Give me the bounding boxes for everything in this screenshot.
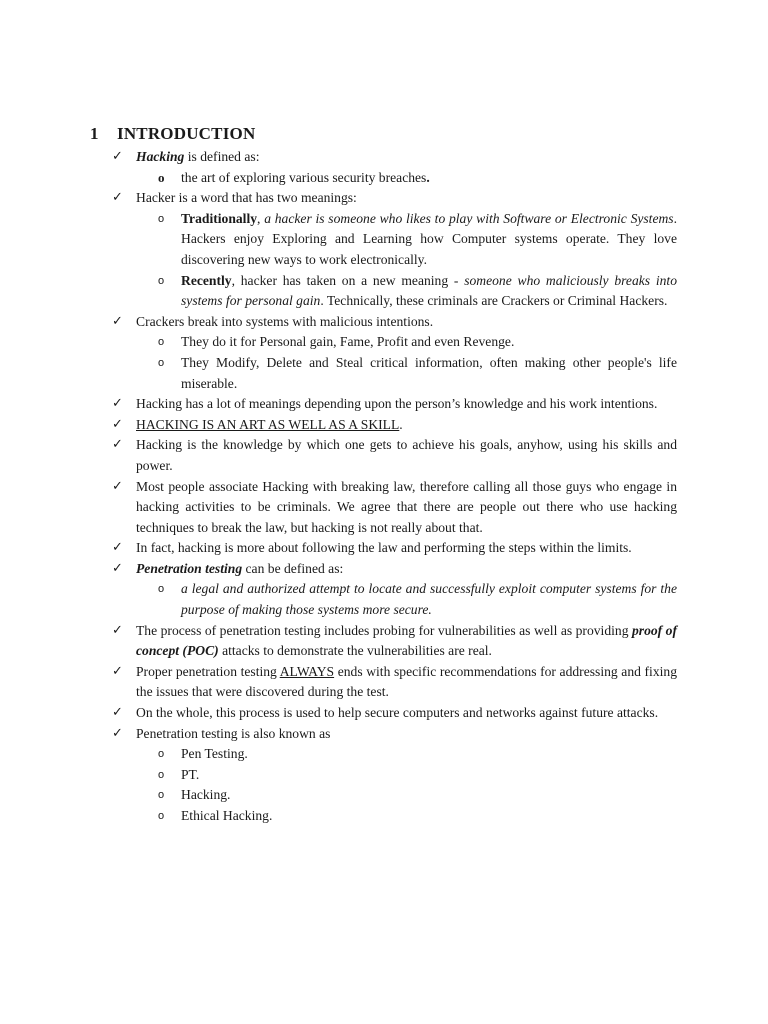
check-mark-icon: ✓ bbox=[112, 560, 123, 576]
circle-bullet-icon: o bbox=[158, 789, 165, 802]
check-mark-icon: ✓ bbox=[112, 622, 123, 638]
check-mark-icon: ✓ bbox=[112, 725, 123, 741]
list-item-art-skill: ✓ HACKING IS AN ART AS WELL AS A SKILL. bbox=[112, 415, 677, 436]
circle-bullet-icon: o bbox=[158, 810, 165, 822]
list-item-pentest-defined: ✓ Penetration testing can be defined as: bbox=[112, 559, 677, 580]
sub-item-hacking: o Hacking. bbox=[112, 785, 677, 806]
list-item-process: ✓ The process of penetration testing includes probing for vulnerabilities as well as providing proof of concept (POC) attacks to demonstrate the vulnerabilities are real. bbox=[112, 622, 677, 659]
section-number: 1 bbox=[90, 124, 99, 143]
check-mark-icon: ✓ bbox=[112, 663, 123, 679]
circle-bullet-icon: o bbox=[158, 768, 165, 781]
circle-bullet-icon: o bbox=[158, 748, 165, 761]
sub-item-crackers-modify: o They Modify, Delete and Steal critical information, often making other people's life miserable. bbox=[158, 354, 677, 391]
check-mark-icon: ✓ bbox=[112, 396, 123, 412]
list-item-hacking-defined: ✓ Hacking is defined as: bbox=[112, 147, 677, 168]
check-mark-icon: ✓ bbox=[112, 478, 123, 494]
sub-item-pentest-definition: o a legal and authorized attempt to locate and successfully exploit computer systems for the purpose of making those systems more secure. bbox=[158, 581, 677, 618]
list-item-associate: ✓ Most people associate Hacking with breaking law, therefore calling all those guys who engage in hacking activities to be criminals. We agree that there are people out there who use hacking techniques to break the law, but hacking is not really about that. bbox=[112, 478, 677, 535]
sub-item-recently: o Recently, hacker has taken on a new meaning - someone who maliciously breaks into systems for personal gain. Technically, these criminals are Crackers or Criminal Hackers. bbox=[158, 272, 677, 309]
circle-bullet-icon: o bbox=[158, 356, 165, 369]
check-mark-icon: ✓ bbox=[112, 190, 123, 206]
circle-bullet-icon: o bbox=[158, 274, 165, 287]
check-mark-icon: ✓ bbox=[112, 540, 123, 556]
check-mark-icon: ✓ bbox=[112, 705, 123, 721]
content-list bbox=[112, 147, 677, 827]
circle-bullet-icon: o bbox=[158, 336, 165, 349]
list-item-meanings: ✓ Hacking has a lot of meanings depending upon the person’s knowledge and his work intentions. bbox=[112, 394, 677, 415]
sub-item-crackers-gain: o They do it for Personal gain, Fame, Profit and even Revenge. bbox=[112, 332, 677, 353]
section-title: INTRODUCTION bbox=[117, 124, 256, 143]
circle-bullet-icon: o bbox=[158, 212, 165, 225]
section-heading bbox=[90, 124, 255, 144]
check-mark-icon: ✓ bbox=[112, 313, 123, 329]
list-item-proper: ✓ Proper penetration testing ALWAYS ends with specific recommendations for addressing and fixing the issues that were discovered during the test. bbox=[112, 663, 677, 700]
sub-item-ethical-hacking: o Ethical Hacking. bbox=[112, 806, 677, 827]
list-item-knowledge: ✓ Hacking is the knowledge by which one gets to achieve his goals, anyhow, using his skills and power. bbox=[112, 437, 677, 473]
sub-item-traditionally: o Traditionally, a hacker is someone who likes to play with Software or Electronic Systems. Hackers enjoy Exploring and Learning how Computer systems operate. They love discovering new ways to work electronically. bbox=[158, 210, 678, 267]
check-mark-icon: ✓ bbox=[112, 149, 123, 164]
sub-item-pen-testing: o Pen Testing. bbox=[112, 744, 677, 765]
list-item-in-fact: ✓ In fact, hacking is more about following the law and performing the steps within the limits. bbox=[112, 538, 677, 559]
sub-item-art: o the art of exploring various security breaches. bbox=[112, 168, 677, 189]
sub-item-pt: o PT. bbox=[112, 765, 677, 786]
list-item-hacker-meanings: ✓ Hacker is a word that has two meanings: bbox=[112, 188, 677, 209]
list-item-crackers: ✓ Crackers break into systems with malicious intentions. bbox=[112, 312, 677, 333]
list-item-aka: ✓ Penetration testing is also known as bbox=[112, 724, 677, 745]
check-mark-icon: ✓ bbox=[112, 437, 123, 453]
list-item-whole: ✓ On the whole, this process is used to help secure computers and networks against future attacks. bbox=[112, 703, 677, 724]
check-mark-icon: ✓ bbox=[112, 416, 123, 432]
circle-bullet-icon: o bbox=[158, 169, 165, 185]
circle-bullet-icon: o bbox=[158, 583, 165, 596]
